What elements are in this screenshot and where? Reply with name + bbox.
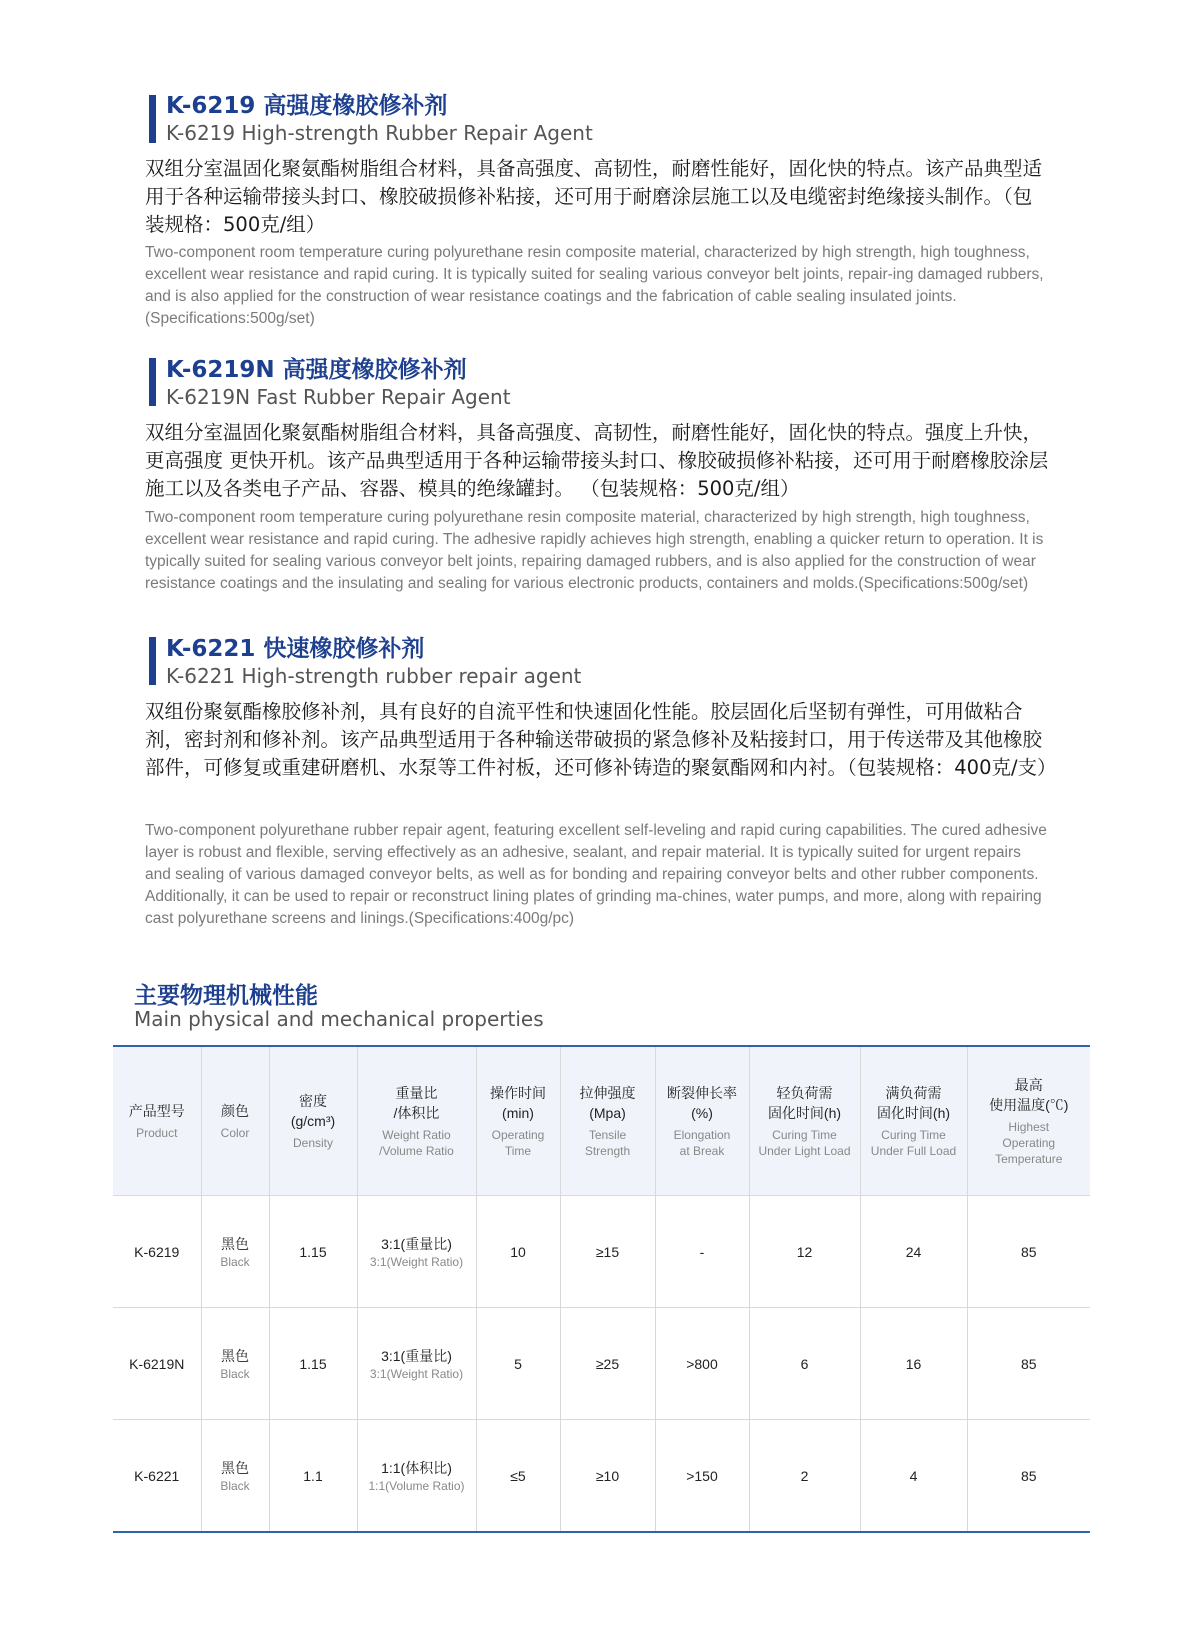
table-header-row — [113, 1046, 1090, 1196]
cell-operating-time: 5 — [476, 1308, 560, 1420]
cell-elongation: >800 — [655, 1308, 749, 1420]
product-description-en: Two-component room temperature curing polyurethane resin composite material, characterized by high strength, high toughness, excellent wear resistance and rapid curing. It is typically suited for sealing various conveyor belt joints, repair-ing damaged rubbers, and is also applied for the construction of wear resistance coatings and the fabrication of cable sealing insulated joints.(Specifications:500g/set) — [145, 244, 1044, 327]
cell-max-temperature: 85 — [967, 1420, 1090, 1533]
cell-elongation: >150 — [655, 1420, 749, 1533]
cell-ratio: 3:1(重量比) 3:1(Weight Ratio) — [357, 1308, 476, 1420]
header-light-load-curing: 轻负荷需 固化时间(h) Curing Time Under Light Load — [749, 1046, 860, 1196]
cell-product: K-6219N — [113, 1308, 201, 1420]
product-title-cn: K-6219N 高强度橡胶修补剂 — [166, 357, 467, 383]
header-full-load-curing: 满负荷需 固化时间(h) Curing Time Under Full Load — [860, 1046, 967, 1196]
cell-elongation: - — [655, 1196, 749, 1308]
header-elongation: 断裂伸长率 (%) Elongation at Break — [655, 1046, 749, 1196]
cell-tensile-strength: ≥10 — [560, 1420, 655, 1533]
product-description-cn: 双组分室温固化聚氨酯树脂组合材料，具备高强度、高韧性，耐磨性能好，固化快的特点。该产品典型适用于各种运输带接头封口、橡胶破损修补粘接，还可用于耐磨涂层施工以及电缆密封绝缘接头制作。（包装规格：500克/组） — [145, 157, 1043, 236]
section-accent-bar — [149, 637, 156, 685]
cell-density: 1.15 — [269, 1196, 357, 1308]
properties-table — [113, 1045, 1090, 1533]
cell-max-temperature: 85 — [967, 1308, 1090, 1420]
cell-color: 黑色 Black — [201, 1420, 269, 1533]
cell-ratio: 3:1(重量比) 3:1(Weight Ratio) — [357, 1196, 476, 1308]
product-description-en: Two-component polyurethane rubber repair agent, featuring excellent self-leveling and rapid curing capabilities. The cured adhesive layer is robust and flexible, serving effectively as an adhesive, sealant, and repair material. It is typically suited for urgent repairs and sealing of various damaged conveyor belts, as well as for bonding and repairing conveyor belts and other rubber components. Additionally, it can be used to repair or reconstruct lining plates of grinding ma-chines, water pumps, and more, along with repairing cast polyurethane screens and linings.(Specifications:400g/pc) — [145, 822, 1047, 927]
properties-title-en: Main physical and mechanical properties — [134, 1007, 544, 1031]
product-description-en: Two-component room temperature curing polyurethane resin composite material, characterized by high strength, high toughness, excellent wear resistance and rapid curing. The adhesive rapidly achieves high strength, enabling a quicker return to operation. It is typically suited for sealing various conveyor belt joints, repairing damaged rubbers, and is also applied for the construction of wear resistance coatings and the insulating and sealing for various electronic products, containers and molds.(Specifications:500g/set) — [145, 509, 1044, 592]
cell-tensile-strength: ≥15 — [560, 1196, 655, 1308]
cell-light-load-curing: 12 — [749, 1196, 860, 1308]
product-title-cn: K-6221 快速橡胶修补剂 — [166, 636, 425, 662]
header-product: 产品型号 Product — [113, 1046, 201, 1196]
cell-light-load-curing: 6 — [749, 1308, 860, 1420]
table-row — [113, 1196, 1090, 1308]
cell-operating-time: ≤5 — [476, 1420, 560, 1533]
section-accent-bar — [149, 358, 156, 406]
cell-full-load-curing: 4 — [860, 1420, 967, 1533]
header-density: 密度 (g/cm³) Density — [269, 1046, 357, 1196]
cell-full-load-curing: 16 — [860, 1308, 967, 1420]
product-description-cn: 双组分室温固化聚氨酯树脂组合材料，具备高强度、高韧性，耐磨性能好，固化快的特点。强度上升快，更高强度 更快开机。该产品典型适用于各种运输带接头封口、橡胶破损修补粘接，还可用于耐磨橡胶涂层施工以及各类电子产品、容器、模具的绝缘罐封。 （包装规格：500克/组） — [145, 421, 1049, 500]
cell-product: K-6219 — [113, 1196, 201, 1308]
properties-title-cn: 主要物理机械性能 — [134, 983, 318, 1009]
cell-tensile-strength: ≥25 — [560, 1308, 655, 1420]
header-max-temperature: 最高 使用温度(℃) Highest Operating Temperature — [967, 1046, 1090, 1196]
table-row — [113, 1420, 1090, 1533]
cell-max-temperature: 85 — [967, 1196, 1090, 1308]
cell-density: 1.15 — [269, 1308, 357, 1420]
product-title-en: K-6219 High-strength Rubber Repair Agent — [166, 121, 593, 145]
cell-product: K-6221 — [113, 1420, 201, 1533]
table-row — [113, 1308, 1090, 1420]
cell-full-load-curing: 24 — [860, 1196, 967, 1308]
product-title-en: K-6221 High-strength rubber repair agent — [166, 664, 582, 688]
cell-light-load-curing: 2 — [749, 1420, 860, 1533]
header-operating-time: 操作时间 (min) Operating Time — [476, 1046, 560, 1196]
product-title-cn: K-6219 高强度橡胶修补剂 — [166, 93, 448, 119]
header-tensile-strength: 拉伸强度 (Mpa) Tensile Strength — [560, 1046, 655, 1196]
cell-ratio: 1:1(体积比) 1:1(Volume Ratio) — [357, 1420, 476, 1533]
cell-density: 1.1 — [269, 1420, 357, 1533]
cell-operating-time: 10 — [476, 1196, 560, 1308]
section-accent-bar — [149, 95, 156, 143]
product-description-cn: 双组份聚氨酯橡胶修补剂，具有良好的自流平性和快速固化性能。胶层固化后坚韧有弹性，可用做粘合剂，密封剂和修补剂。该产品典型适用于各种输送带破损的紧急修补及粘接封口，用于传送带及其他橡胶部件，可修复或重建研磨机、水泵等工件衬板，还可修补铸造的聚氨酯网和内衬。（包装规格：400克/支） — [145, 700, 1057, 779]
cell-color: 黑色 Black — [201, 1308, 269, 1420]
product-title-en: K-6219N Fast Rubber Repair Agent — [166, 385, 511, 409]
cell-color: 黑色 Black — [201, 1196, 269, 1308]
header-ratio: 重量比 /体积比 Weight Ratio /Volume Ratio — [357, 1046, 476, 1196]
header-color: 颜色 Color — [201, 1046, 269, 1196]
